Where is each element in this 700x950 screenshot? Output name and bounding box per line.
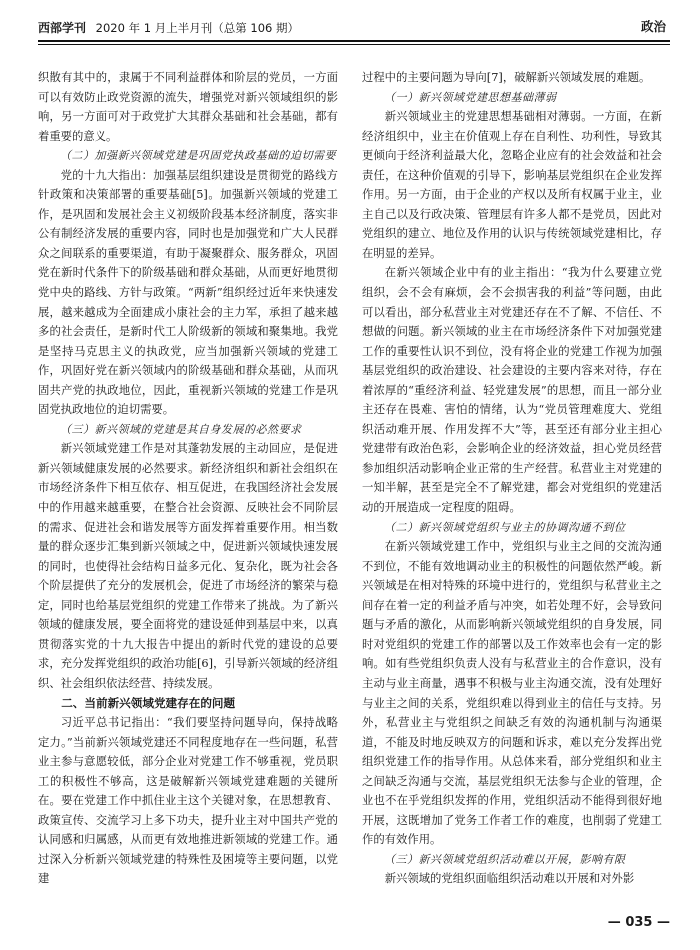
section-title: 政治 (640, 19, 666, 34)
body-paragraph: 过程中的主要问题为导向[7]，破解新兴领域发展的难题。 (362, 70, 651, 84)
header-rule-thick (38, 40, 670, 42)
issue-info: 2020 年 1 月上半月刊（总第 106 期） (95, 21, 299, 35)
section-heading: 二、当前新兴领域党建存在的问题 (61, 695, 236, 710)
right-column (362, 68, 662, 889)
left-column (38, 68, 338, 889)
body-paragraph: 习近平总书记指出：“我们要坚持问题导向，保持战略定力。”当前新兴领域党建还不同程度地存在一些问题，私营业主参与意愿较低，部分企业对党建工作不够重视，党员职工的积极性不够高，这是破解新兴领域党建难题的关键所在。要在党建工作中抓住业主这个关键对象，在思想教育、政策宣传、交流学习上多下功夫，提升业主对中国共产党的认同感和归属感，从而更有效地推进新领域的党建工作。通过深入分析新兴领域党建的特殊性及困境等主要问题，以党建 (38, 715, 338, 886)
body-paragraph: 新兴领域的党组织面临组织活动难以开展和对外影 (384, 871, 635, 886)
subsection-heading: （二）加强新兴领域党建是巩固党执政基础的迫切需要 (60, 149, 336, 163)
subsection-heading: （一）新兴领域党建思想基础薄弱 (384, 90, 557, 104)
subsection-heading: （三）新兴领域的党建是其自身发展的必然要求 (60, 422, 302, 436)
body-paragraph: 在新兴领域企业中有的业主指出：“我为什么要建立党组织，会不会有麻烦，会不会损害我的利益”等问题，由此可以看出，部分私营业主对党建还存在不了解、不信任、不想做的问题。新兴领域的业主在市场经济条件下对加强党建工作的重要性认识不到位，没有将企业的党建工作视为加强基层党组织的政治建设、社会建设的主要内容来对待，存在着浓厚的“重经济利益、轻党建发展”的思想，而且一部分业主还存在畏难、害怕的情绪，认为“党员管理难度大、党组织活动难开展、作用发挥不大”等，甚至还有部分业主担心党建带有政治色彩，会影响企业的经济效益，担心党员经营参加组织活动影响企业正常的生产经营。私营业主对党建的一知半解，甚至是完全不了解党建，都会对党组织的党建活动的开展造成一定程度的阻碍。 (362, 265, 662, 515)
page-number: — 035 — (607, 915, 670, 930)
subsection-heading: （二）新兴领域党组织与业主的协调沟通不到位 (384, 520, 626, 534)
subsection-heading: （三）新兴领域党组织活动难以开展，影响有限 (384, 852, 626, 866)
journal-info (38, 19, 299, 36)
body-paragraph: 在新兴领域党建工作中，党组织与业主之间的交流沟通不到位，不能有效地调动业主的积极性的问题依然严峻。新兴领域是在相对特殊的环境中进行的，党组织与私营业主之间存在着一定的利益矛盾与冲突，如若处理不好，会导致问题与矛盾的激化，从而影响新兴领域党组织的自身发展，同时对党组织的党建工作的部署以及工作效率也会有一定的影响。如有些党组织负责人没有与私营业主的合作意识，没有主动与业主商量，遇事不积极与业主沟通交流，没有处理好与业主之间的关系，党组织难以得到业主的信任与支持。另外，私营业主与党组织之间缺乏有效的沟通机制与沟通渠道，不能及时地反映双方的问题和诉求，难以充分发挥出党组织党建工作的指导作用。从总体来看，部分党组织和业主之间缺乏沟通与交流，基层党组织无法参与企业的管理，企业也不在乎党组织发挥的作用，党组织活动不能得到很好地开展，这既增加了党务工作者工作的难度，也削弱了党建工作的有效作用。 (362, 539, 662, 847)
body-paragraph: 新兴领域业主的党建思想基础相对薄弱。一方面，在新经济组织中，业主在价值观上存在自利性、功利性，导致其更倾向于经济利益最大化，忽略企业应有的社会效益和社会责任，在这种价值观的引导下，影响基层党组织在企业发挥作用。另一方面，由于企业的产权以及所有权属于业主，业主自己以及行政决策、管理层有许多人都不是党员，因此对党组织的建立、地位及作用的认识与传统领域党建相比，存在明显的差异。 (362, 109, 662, 260)
body-paragraph: 党的十九大指出：加强基层组织建设是贯彻党的路线方针政策和决策部署的重要基础[5]。加强新兴领域的党建工作，是巩固和发展社会主义初级阶段基本经济制度，落实非公有制经济发展的重要内容，同时也是加强党和广大人民群众之间联系的重要渠道，有助于凝聚群众、服务群众，巩固党在新时代条件下的阶级基础和群众基础，从而更好地贯彻党中央的路线、方针与政策。“两新”组织经过近年来快速发展，越来越成为全面建成小康社会的主力军，承担了越来越多的社会责任，是新时代工人阶级新的领域和聚集地。我党是坚持马克思主义的执政党，应当加强新兴领域的党建工作，巩固好党在新兴领域内的阶级基础和群众基础，从而巩固共产党的执政地位，因此，重视新兴领域的党建工作是巩固党执政地位的迫切需要。 (38, 167, 338, 417)
body-paragraph: 新兴领域党建工作是对其蓬勃发展的主动回应，是促进新兴领域健康发展的必然要求。新经济组织和新社会组织在市场经济条件下相互依存、相互促进，在我国经济社会发展中的作用越来越重要，在整合社会资源、反映社会不同阶层的需求、促进社会和谐发展等方面发挥着重要作用。相当数量的群众逐步汇集到新兴领域之中，促进新兴领域快速发展的同时，也使得社会结构日益多元化、复杂化，既为社会各个阶层提供了充分的发展机会，促进了市场经济的繁荣与稳定，同时也给基层党组织的党建工作带来了挑战。为了新兴领域的健康发展，要全面将党的建设延伸到基层中来，以真贯彻落实党的十九大报告中提出的新时代党的建设的总要求，充分发挥党组织的政治功能[6]，引导新兴领域的经济组织、社会组织依法经营、持续发展。 (38, 441, 338, 690)
body-paragraph: 织散有其中的，隶属于不同利益群体和阶层的党员，一方面可以有效防止政党资源的流失，增强党对新兴领域组织的影响，另一方面可对于政党扩大其群众基础和社会基础，都有着重要的意义。 (38, 70, 338, 143)
header-rule-thin (38, 44, 670, 45)
journal-logo: 西部学刊 (38, 21, 87, 35)
